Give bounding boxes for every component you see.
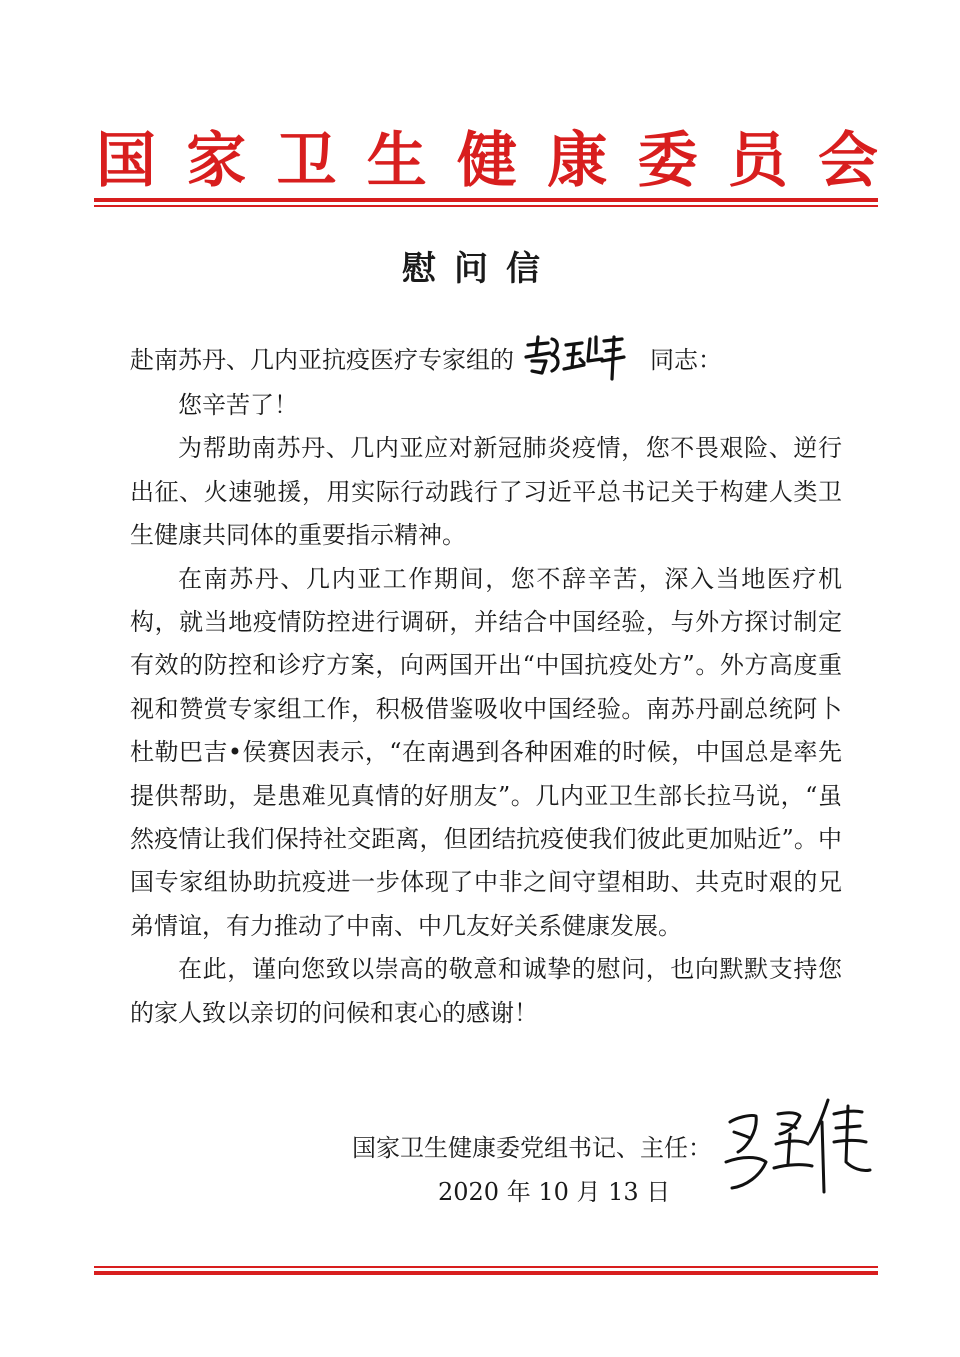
- closing-paragraph: 在此，谨向您致以崇高的敬意和诚挚的慰问，也向默默支持您的家人致以亲切的问候和衷心的感谢！: [130, 955, 842, 1027]
- org-title-char: 员: [727, 126, 788, 196]
- footer-rule-thin: [94, 1266, 878, 1268]
- header-rule-thick: [94, 198, 878, 202]
- letter-date: 2020 年 10 月 13 日: [438, 1178, 671, 1206]
- org-title-char: 生: [366, 126, 427, 196]
- org-title-char: 康: [547, 126, 608, 196]
- org-title-char: 健: [457, 126, 517, 196]
- recipient-signature-handwriting: [522, 331, 630, 381]
- organization-title: [96, 126, 878, 196]
- org-title-char: 国: [96, 126, 156, 196]
- salutation-line: [130, 338, 722, 382]
- org-title-char: 委: [637, 126, 698, 196]
- body-paragraph: 为帮助南苏丹、几内亚应对新冠肺炎疫情，您不畏艰险、逆行出征、火速驰援，用实际行动践行了习近平总书记关于构建人类卫生健康共同体的重要指示精神。: [130, 434, 842, 550]
- org-title-char: 会: [818, 126, 878, 196]
- letter-body: [130, 384, 842, 1035]
- greeting-paragraph: 您辛苦了！: [178, 391, 298, 419]
- signer-title: 国家卫生健康委党组书记、主任：: [352, 1134, 712, 1162]
- footer-rule-thick: [94, 1271, 878, 1275]
- salutation-prefix: 赴南苏丹、几内亚抗疫医疗专家组的: [130, 346, 514, 374]
- org-title-char: 卫: [276, 126, 337, 196]
- org-title-char: 家: [186, 126, 247, 196]
- header-rule-thin: [94, 205, 878, 207]
- body-paragraph: 在南苏丹、几内亚工作期间，您不辞辛苦，深入当地医疗机构，就当地疫情防控进行调研，并结合中国经验，与外方探讨制定有效的防控和诊疗方案，向两国开出“中国抗疫处方”。外方高度重视和赞赏专家组工作，积极借鉴吸收中国经验。南苏丹副总统阿卜杜勒巴吉•侯赛因表示，“在南遇到各种困难的时候，中国总是率先提供帮助，是患难见真情的好朋友”。几内亚卫生部长拉马说，“虽然疫情让我们保持社交距离，但团结抗疫使我们彼此更加贴近”。中国专家组协助抗疫进一步体现了中非之间守望相助、共克时艰的兄弟情谊，有力推动了中南、中几友好关系健康发展。: [130, 564, 842, 940]
- chief-signature-handwriting: [716, 1092, 876, 1202]
- salutation-suffix: 同志：: [650, 346, 722, 374]
- recipient-signature: [522, 331, 630, 381]
- letter-title: 慰问信: [402, 249, 558, 289]
